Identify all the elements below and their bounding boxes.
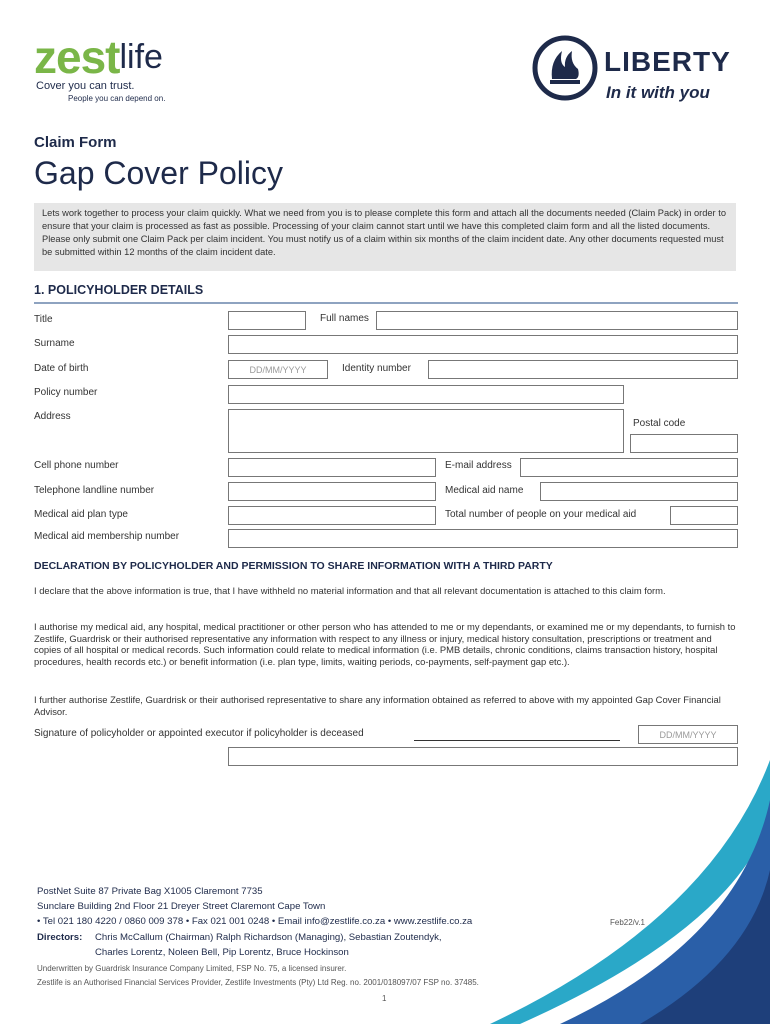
plan-type-label: Medical aid plan type (34, 509, 128, 520)
cell-field[interactable] (228, 458, 436, 477)
landline-label: Telephone landline number (34, 485, 155, 496)
zestlife-logo: zest$^{life}$ (34, 31, 163, 83)
section-divider (34, 302, 738, 304)
page-number: 1 (382, 994, 387, 1003)
footer-contacts: • Tel 021 180 4220 / 0860 009 378 • Fax 021 001 0248 • Email info@zestlife.co.za • www.zestlife.co.za (37, 916, 473, 927)
address-field[interactable] (228, 409, 624, 453)
cell-label: Cell phone number (34, 460, 119, 471)
membership-field[interactable] (228, 529, 738, 548)
declaration-para-1: I declare that the above information is true, that I have withheld no material information and that all relevant documentation is attached to this claim form. (34, 585, 666, 596)
signature-line (414, 740, 620, 741)
identity-label: Identity number (342, 363, 411, 374)
intro-text: Lets work together to process your claim quickly. What we need from you is to please complete this form and attach all the documents needed (Claim Pack) in order to ensure that your claim is processed as fast as possible. Processing of your claim cannot start until we have this completed claim form and all the listed documents. Please only submit one Claim Pack per claim incident. You must notify us of a claim within six months of the claim incident date. Any other documents requested must be submitted within 12 months of the claim incident date. (34, 203, 736, 271)
section-heading-policyholder: 1. POLICYHOLDER DETAILS (34, 283, 204, 297)
full-names-field[interactable] (376, 311, 738, 330)
liberty-flame-icon (532, 35, 598, 101)
medical-aid-name-label: Medical aid name (445, 485, 524, 496)
total-people-field[interactable] (670, 506, 738, 525)
declaration-para-3: I further authorise Zestlife, Guardrisk or their authorised representative to share any information obtained as referred to above with my appointed Gap Cover Financial Advisor. (34, 694, 721, 717)
dob-label: Date of birth (34, 363, 89, 374)
fsp-text: Zestlife is an Authorised Financial Services Provider, Zestlife Investments (Pty) Ltd Reg. no. 2001/018097/07 FSP no. 37485. (37, 978, 479, 987)
liberty-tagline: In it with you (606, 83, 710, 102)
tagline-sub: People you can depend on. (68, 94, 166, 103)
decorative-swoosh (480, 760, 770, 1024)
directors-line-1: Chris McCallum (Chairman) Ralph Richardson (Managing), Sebastian Zoutendyk, (95, 932, 442, 943)
footer-postal: PostNet Suite 87 Private Bag X1005 Claremont 7735 (37, 886, 263, 897)
postal-code-label: Postal code (633, 418, 686, 429)
signature-label: Signature of policyholder or appointed executor if policyholder is deceased (34, 728, 364, 739)
signature-date-field[interactable]: DD/MM/YYYY (638, 725, 738, 744)
directors-line-2: Charles Lorentz, Noleen Bell, Pip Lorentz, Bruce Hockinson (95, 947, 349, 958)
surname-field[interactable] (228, 335, 738, 354)
identity-field[interactable] (428, 360, 738, 379)
declaration-heading: DECLARATION BY POLICYHOLDER AND PERMISSION TO SHARE INFORMATION WITH A THIRD PARTY (34, 560, 553, 572)
tagline-main: Cover you can trust. (36, 80, 135, 92)
membership-label: Medical aid membership number (34, 531, 180, 542)
email-label: E-mail address (445, 460, 512, 471)
address-label: Address (34, 411, 71, 422)
title-field[interactable] (228, 311, 306, 330)
liberty-logo-text: LIBERTY (604, 46, 731, 77)
dob-field[interactable]: DD/MM/YYYY (228, 360, 328, 379)
policy-field[interactable] (228, 385, 624, 404)
full-names-label: Full names (320, 313, 369, 324)
page-title: Gap Cover Policy (34, 155, 283, 191)
version-label: Feb22/v.1 (610, 918, 645, 927)
plan-type-field[interactable] (228, 506, 436, 525)
footer-street: Sunclare Building 2nd Floor 21 Dreyer Street Claremont Cape Town (37, 901, 326, 912)
directors-label: Directors: (37, 932, 83, 943)
surname-label: Surname (34, 338, 75, 349)
underwritten-text: Underwritten by Guardrisk Insurance Company Limited, FSP No. 75, a licensed insurer. (37, 964, 347, 973)
email-field[interactable] (520, 458, 738, 477)
total-people-label: Total number of people on your medical aid (445, 509, 637, 520)
landline-field[interactable] (228, 482, 436, 501)
medical-aid-name-field[interactable] (540, 482, 738, 501)
title-label: Title (34, 314, 53, 325)
form-label: Claim Form (34, 134, 117, 151)
postal-code-field[interactable] (630, 434, 738, 453)
policy-label: Policy number (34, 387, 98, 398)
declaration-para-2: I authorise my medical aid, any hospital, medical practitioner or other person who has attended to me or my dependants, or examined me or my dependants, to furnish to Zestlife, Guardrisk or their authorised representative any information with respect to any illness or injury, medical history consultation, prescriptions or treatment and copies of all hospital or medical records. Such information could relate to medical information (i.e. PMB details, chronic conditions, claims transaction history, hospital procedures, health records etc.) or benefit information (i.e. plan type, limits, waiting periods, co-payments, self-payment gap etc.). (34, 621, 736, 667)
